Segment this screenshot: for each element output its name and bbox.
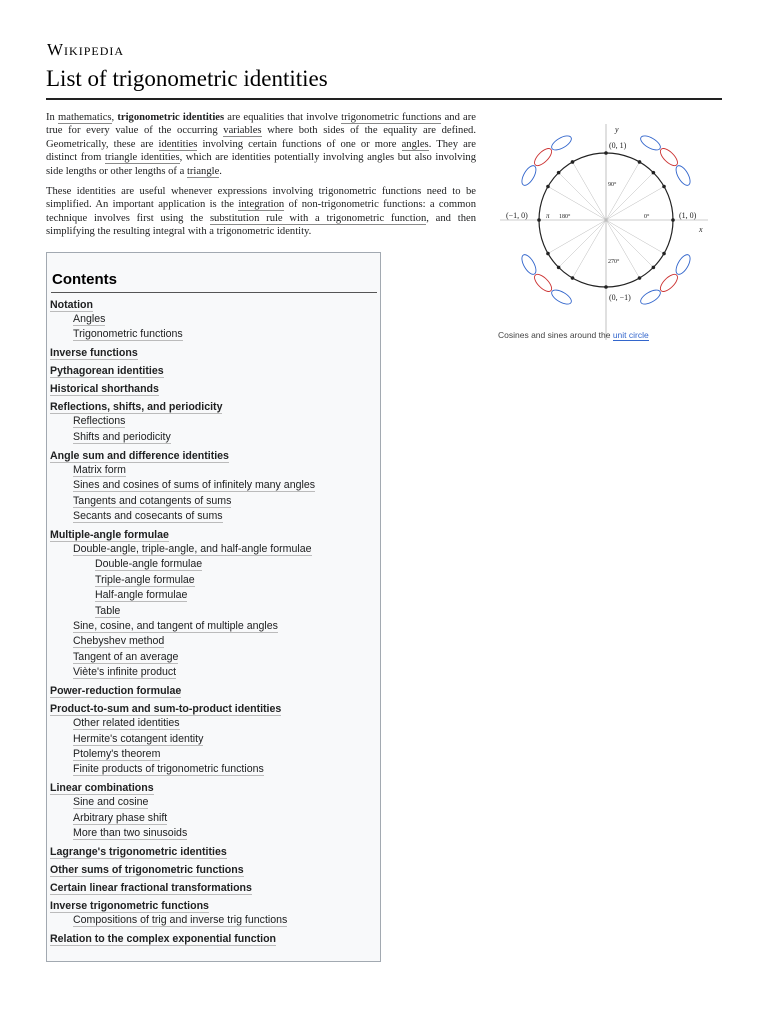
radian-pi-label: π: [546, 212, 550, 220]
toc-item[interactable]: [50, 846, 227, 858]
toc-item[interactable]: [50, 299, 93, 311]
paragraph-text: . They are distinct from: [46, 138, 477, 164]
toc-item-label: Linear combinations: [50, 782, 154, 795]
toc-item-label: Inverse trigonometric functions: [50, 900, 209, 913]
degree-90-label: 90°: [608, 182, 617, 188]
angle-point: [638, 276, 642, 280]
point-top-label: (0, 1): [609, 141, 627, 150]
paragraph-text: are equalities that involve: [224, 112, 342, 123]
coordinate-mark: [532, 146, 555, 169]
x-axis-label: x: [699, 225, 703, 234]
paragraph-text: ,: [111, 112, 118, 123]
degree-180-label: 180°: [559, 214, 571, 220]
angle-point: [662, 252, 666, 256]
toc-item[interactable]: [50, 933, 276, 945]
toc-item-label: Inverse functions: [50, 347, 138, 360]
article-link[interactable]: identities: [158, 138, 198, 150]
toc-item[interactable]: [73, 717, 180, 729]
bold-term: trigonometric identities: [117, 112, 225, 123]
toc-item[interactable]: [73, 914, 287, 926]
coordinate-mark: [519, 163, 539, 187]
toc-item[interactable]: [50, 882, 252, 894]
toc-item[interactable]: [95, 605, 120, 617]
toc-item-label: Hermite's cotangent identity: [73, 732, 204, 745]
toc-item[interactable]: [50, 383, 159, 395]
coordinate-mark: [673, 163, 693, 187]
toc-item[interactable]: [73, 796, 148, 808]
toc-item-label: Chebyshev method: [73, 635, 165, 648]
caption-text: Cosines and sines around the: [498, 330, 613, 340]
paragraph-text: involving certain functions of one or more: [197, 138, 402, 150]
intro-paragraph-1: [46, 111, 476, 178]
angle-point: [546, 185, 550, 189]
table-of-contents: [46, 252, 381, 962]
article-link[interactable]: mathematics: [58, 112, 112, 123]
toc-item[interactable]: [73, 431, 171, 443]
toc-item[interactable]: [73, 827, 187, 839]
toc-item-label: Reflections, shifts, and periodicity: [50, 401, 223, 414]
toc-item-label: More than two sinusoids: [73, 827, 188, 840]
toc-item[interactable]: [73, 733, 203, 745]
toc-item[interactable]: [95, 558, 202, 570]
toc-title: Contents: [52, 271, 117, 288]
angle-ray: [606, 187, 664, 221]
angle-ray: [573, 220, 607, 278]
angle-ray: [559, 220, 606, 267]
angle-point: [557, 171, 561, 175]
toc-item-label: Notation: [50, 299, 93, 311]
angle-ray: [548, 187, 606, 221]
toc-item-label: Angle sum and difference identities: [50, 449, 229, 462]
toc-item[interactable]: [95, 589, 187, 601]
toc-item-label: Matrix form: [73, 463, 126, 476]
toc-item-label: Viète's infinite product: [73, 666, 177, 679]
coordinate-mark: [658, 146, 681, 169]
toc-item-label: Other sums of trigonometric functions: [50, 864, 244, 877]
degree-270-label: 270°: [608, 259, 620, 265]
toc-item-label: Trigonometric functions: [73, 328, 183, 341]
toc-item[interactable]: [73, 812, 167, 824]
angle-point: [662, 185, 666, 189]
toc-item[interactable]: [73, 510, 223, 522]
toc-item-label: Table: [95, 604, 121, 617]
paragraph-text: .: [219, 165, 222, 177]
angle-ray: [548, 220, 606, 254]
paragraph-text: These identities are useful whenever expressions involving trigonometric functions need to be simplified. An important application is the: [46, 186, 476, 211]
coordinate-mark: [638, 287, 662, 307]
toc-item-label: Shifts and periodicity: [73, 430, 171, 443]
paragraph-text: of non-trigonometric functions: a common technique involves first using the: [46, 199, 476, 224]
angle-ray: [606, 220, 640, 278]
toc-item-label: Angles: [73, 313, 106, 325]
angle-ray: [573, 162, 607, 220]
angle-ray: [606, 220, 664, 254]
toc-item[interactable]: [73, 666, 176, 678]
toc-item[interactable]: [73, 479, 315, 491]
toc-item[interactable]: [73, 620, 278, 632]
toc-item-label: Multiple-angle formulae: [50, 529, 169, 541]
angle-point: [557, 266, 561, 270]
toc-item[interactable]: [73, 328, 183, 340]
coordinate-mark: [519, 252, 539, 276]
toc-divider: [51, 292, 377, 293]
coordinate-mark: [638, 133, 662, 153]
toc-item[interactable]: [95, 574, 195, 586]
figure-caption: [498, 330, 649, 340]
axis-point: [604, 151, 608, 155]
toc-item-label: Power-reduction formulae: [50, 685, 182, 698]
angle-point: [546, 252, 550, 256]
toc-item-label: Tangent of an average: [73, 650, 179, 663]
toc-item[interactable]: [50, 450, 229, 462]
angle-point: [571, 160, 575, 164]
toc-item[interactable]: [73, 748, 160, 760]
toc-item-label: Triple-angle formulae: [95, 573, 195, 586]
toc-item-label: Sine and cosine: [73, 796, 149, 809]
angle-ray: [606, 173, 653, 220]
intro-paragraph-2: [46, 185, 476, 239]
toc-item-label: Sine, cosine, and tangent of multiple angles: [73, 620, 278, 632]
toc-item[interactable]: [73, 313, 105, 325]
toc-item-label: Reflections: [73, 415, 126, 428]
toc-item-label: Ptolemy's theorem: [73, 748, 161, 760]
toc-item-label: Compositions of trig and inverse trig functions: [73, 914, 288, 927]
toc-item-label: Secants and cosecants of sums: [73, 510, 223, 522]
toc-item-label: Historical shorthands: [50, 383, 159, 396]
toc-item-label: Double-angle, triple-angle, and half-angle formulae: [73, 543, 312, 555]
degree-0-label: 0°: [644, 214, 650, 220]
article-link[interactable]: angles: [401, 138, 429, 150]
article-link[interactable]: triangle identities: [104, 152, 180, 164]
toc-item-label: Double-angle formulae: [95, 558, 203, 571]
article-link[interactable]: substitution rule with a trigonometric function: [209, 212, 427, 224]
toc-item-label: Relation to the complex exponential function: [50, 933, 277, 946]
toc-item[interactable]: [73, 415, 125, 427]
toc-item[interactable]: [50, 782, 154, 794]
point-bottom-label: (0, −1): [609, 293, 631, 302]
toc-item[interactable]: [73, 464, 126, 476]
toc-item[interactable]: [73, 635, 164, 647]
toc-item[interactable]: [73, 763, 264, 775]
toc-item[interactable]: [73, 495, 231, 507]
angle-point: [638, 160, 642, 164]
point-left-label: (−1, 0): [506, 211, 528, 220]
paragraph-text: and are true for every value of the occurring: [46, 112, 476, 137]
axis-point: [604, 285, 608, 289]
toc-item[interactable]: [50, 529, 169, 541]
article-link[interactable]: variables: [223, 125, 262, 137]
unit-circle-figure[interactable]: [496, 118, 710, 348]
toc-item-label: Lagrange's trigonometric identities: [50, 846, 227, 859]
axis-point: [671, 218, 675, 222]
coordinate-mark: [532, 272, 555, 295]
article-link[interactable]: triangle: [186, 165, 220, 177]
coordinate-mark: [549, 287, 573, 307]
paragraph-text: where both sides of the equality are defined. Geometrically, these are: [46, 125, 476, 150]
toc-item[interactable]: [50, 703, 281, 715]
toc-item[interactable]: [50, 401, 222, 413]
angle-ray: [559, 173, 606, 220]
unit-circle-link[interactable]: unit circle: [612, 330, 649, 340]
wikipedia-logo[interactable]: Wikipedia: [47, 40, 125, 59]
paragraph-text: In: [46, 112, 58, 123]
angle-point: [652, 266, 656, 270]
coordinate-mark: [658, 272, 681, 295]
article-link[interactable]: integration: [238, 199, 285, 211]
paragraph-text: , which are identities potentially involving angles but also involving side lengths or other lengths of a: [46, 152, 476, 177]
toc-item-label: Other related identities: [73, 717, 180, 730]
toc-item[interactable]: [50, 900, 209, 912]
toc-item[interactable]: [50, 365, 164, 377]
toc-item-label: Finite products of trigonometric functions: [73, 763, 264, 776]
page-title: List of trigonometric identities: [46, 66, 328, 91]
article-link[interactable]: trigonometric functions: [341, 112, 442, 123]
toc-item-label: Product-to-sum and sum-to-product identities: [50, 703, 282, 716]
point-right-label: (1, 0): [679, 211, 697, 220]
y-axis-label: y: [615, 125, 619, 134]
coordinate-mark: [673, 252, 693, 276]
toc-item-label: Sines and cosines of sums of infinitely many angles: [73, 479, 316, 492]
toc-item-label: Tangents and cotangents of sums: [73, 494, 232, 507]
toc-item-label: Half-angle formulae: [95, 589, 188, 602]
article-intro: [46, 111, 476, 246]
angle-point: [571, 276, 575, 280]
toc-item[interactable]: [50, 864, 244, 876]
toc-item[interactable]: [73, 651, 178, 663]
axis-point: [537, 218, 541, 222]
toc-item[interactable]: [50, 347, 138, 359]
toc-item[interactable]: [73, 543, 312, 555]
toc-item-label: Arbitrary phase shift: [73, 811, 168, 824]
coordinate-mark: [549, 133, 573, 153]
paragraph-text: , and then simplifying the resulting integral with a trigonometric identity.: [46, 212, 476, 238]
title-divider: [46, 98, 722, 100]
angle-point: [652, 171, 656, 175]
toc-item[interactable]: [50, 685, 181, 697]
toc-item-label: Pythagorean identities: [50, 365, 164, 378]
toc-item-label: Certain linear fractional transformations: [50, 882, 252, 895]
angle-ray: [606, 162, 640, 220]
